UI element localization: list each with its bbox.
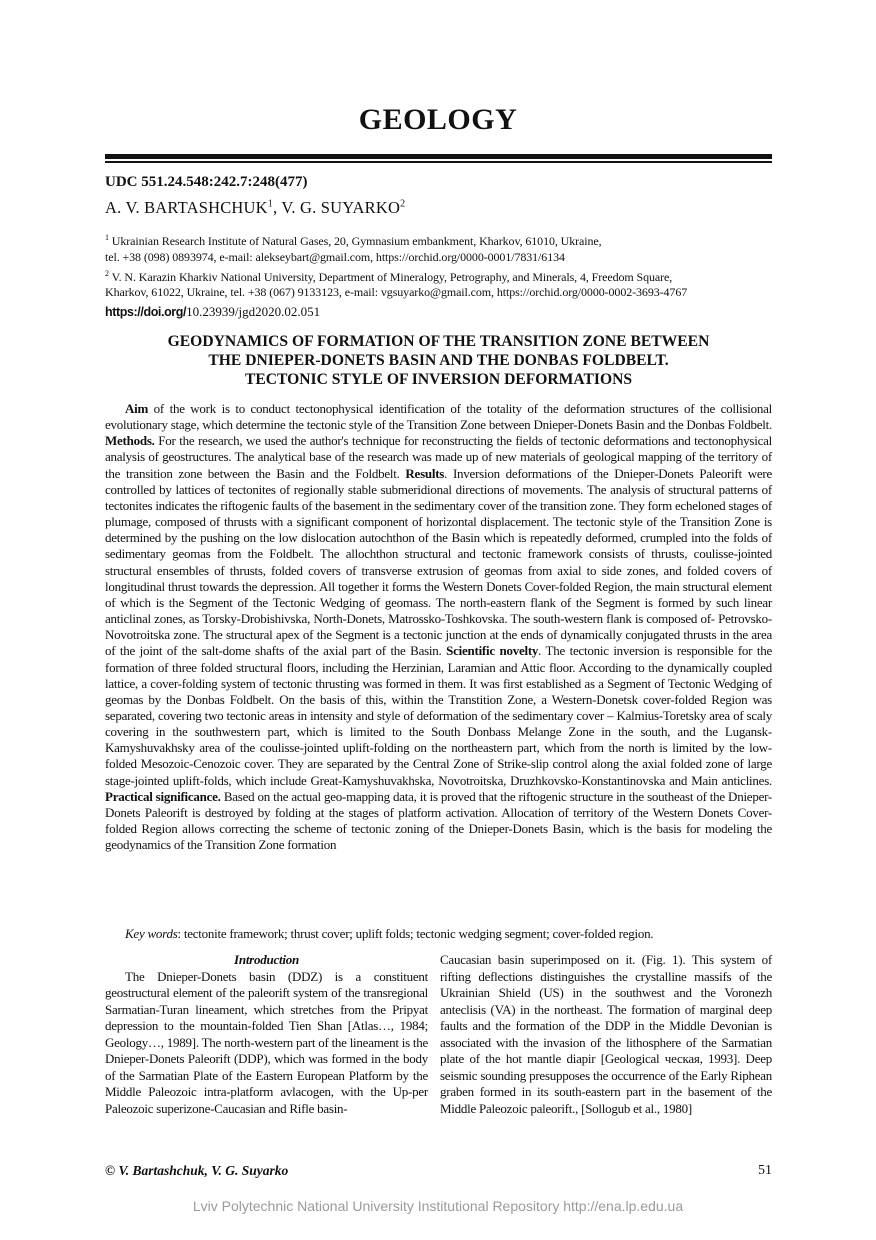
author-1-affil: 1 [267,198,273,210]
affil-contact: tel. +38 (098) 0893974, e-mail: alekseybart@gmail.com, https://orchid.org/0000-0001/7831/6134 [105,249,565,264]
keywords-text: : tectonite framework; thrust cover; uplift folds; tectonic wedging segment; cover-folded region. [177,926,654,941]
abstract-results-label: Results [405,465,445,481]
doi-link[interactable] [105,304,320,320]
abstract-aim-text: of the work is to conduct tectonophysical identification of the totality of the deformation structures of the collisional evolutionary stage, which determine the tectonic style of the Transition Zone between Dnieper-Donets Basin and the Donbas Foldbelt. [105,401,772,433]
repository-footer: Lviv Polytechnic National University Institutional Repository http://ena.lp.edu.ua [192,1198,684,1214]
abstract-practical-text: Based on the actual geo-mapping data, it is proved that the riftogenic structure in the southeast of the Dnieper-Donets Paleorift is destroyed by folding at the stages of platform activation. Allocation of territory of the Western Donets Cover-folded Region allows correcting the scheme of tectonic zoning of the Dnieper-Donets Basin, which is the basis for modeling the geodynamics of the Transition Zone formation [105,788,772,853]
abstract-results-text: . Inversion deformations of the Dnieper-Donets Paleorift were controlled by lattices of tectonites of regionally stable submeridional directions of movements. The analysis of structural patterns of tectonites indicates the riftogenic faults of the basement in the sedimentary cover of the transition zone. They form echeloned stages of plumage, composed of thrusts with a significant component of horizontal displacement. The tectonic style of the Transition Zone is determined by the pushing on the low dislocation autochthon of the Basin which is repeatedly deformed, crumpled into the folds of sedimentary geomas from the Foldbelt. The allochthon structural and tectonic framework consists of thrusts, coulisse-jointed structural ensembles of thrusts, folded covers of transverse extrusion of geomas from axial to side zones, and folded covers of longitudinal thrust towards the depression. All together it forms the Western Donets Cover-folded Region, the main structural element of which is the Segment of the Tectonic Wedging of geomass. The north-eastern flank of the Segment is formed by such linear anticlinal zones, as Torsky-Drobishivska, North-Donets, Matrossko-Toshkovska. The south-western flank is composed of- Petrovsko-Novotroitska zone. The structural apex of the Segment is a tectonic junction at the ends of dynamically conjugated thrusts in the area of the joint of the salt-dome shafts of the axial part of the Basin. [105,465,772,659]
header-rule-thin [105,161,772,163]
abstract-methods-text: For the research, we used the author's technique for reconstructing the fields of tectonic deformations and tectonophysical analysis of geostructures. The analytical base of the research was made up of new materials of geological mapping of the territory of the transition zone between the Basin and the Foldbelt. [105,433,772,481]
abstract-methods-label: Methods. [105,433,155,449]
keywords-label: Key words [125,926,178,941]
header-rule-thick [105,154,772,159]
udc-label: UDC [105,174,142,190]
affil-marker: 2 [105,268,109,278]
affiliation-1 [105,230,785,266]
keywords [105,926,772,942]
affiliation-2 [105,266,785,302]
abstract [105,401,772,853]
author-2-affil: 2 [400,198,406,210]
page-number: 51 [758,1163,772,1178]
title-line: TECTONIC STYLE OF INVERSION DEFORMATIONS [244,371,633,388]
author-separator: , [272,198,282,217]
udc-value: 551.24.548:242.7:248(477) [141,174,308,190]
author-1: A. V. BARTASHCHUK [105,198,268,217]
abstract-novelty-label: Scientific novelty [446,643,539,659]
section-title: GEOLOGY [358,103,518,136]
intro-column-right [440,952,772,1117]
udc-code [105,174,307,191]
title-line: THE DNIEPER-DONETS BASIN AND THE DONBAS FOLDBELT. [208,352,669,369]
affil-line: V. N. Karazin Kharkiv National University, Department of Mineralogy, Petrography, and Minerals, 4, Freedom Square, [108,269,673,284]
abstract-aim-label: Aim [125,401,149,416]
affiliations [105,230,785,301]
intro-column-left [105,952,428,1117]
doi-id: 10.23939/jgd2020.02.051 [186,304,321,319]
footer-copyright: © V. Bartashchuk, V. G. Suyarko [105,1163,289,1178]
intro-paragraph: The Dnieper-Donets basin (DDZ) is a constituent geostructural element of the paleorift system of the transregional Sarmatian-Turan lineament, which stretches from the Pripyat depression to the mountain-folded Tien Shan [Atlas…, 1984; Geology…, 1989]. The north-western part of the lineament is the Dnieper-Donets Paleorift (DDP), which was formed in the body of the Sarmatian Plate of the Eastern European Platform by the Middle Paleozoic intra-platform avlacogen, with the Up-per Paleozoic superizone-Caucasian and Rifle basin- [105,968,429,1116]
abstract-novelty-text: . The tectonic inversion is responsible for the formation of three folded structural floors, including the Herzinian, Laramian and Attic floor. According to the dynamically coupled lattice, a cover-folding system of tectonic thrusting was formed in them. It was first established as a Segment of Tectonic Wedging of geomas by the Donbas Foldbelt. On the basis of this, within the Transtition Zone, a Western-Donetsk cover-folded Region was separated, covering two tectonic areas in intensity and style of deformation of the sedimentary cover – Kalmius-Toretsky area of scaly covering in the southwestern part, which is limited to the South Donbass Melange Zone in the south, and the Lugansk-Kamyshuvakhsky area of the coulisse-jointed uplift-folding on the northeastern part, which from the north is limited by the low-folded Mesozoic-Cenozoic cover. They are separated by the Central Zone of Strike-slip control along the axial folded zone of large stage-jointed uplift-folds, which include Great-Kamyshuvakhska, Novotroitska, Druzhkovsko-Konstantinovska and Main anticlines. [105,643,772,788]
affil-line: Ukrainian Research Institute of Natural Gases, 20, Gymnasium embankment, Kharkov, 61010, Ukraine, [108,234,602,248]
affil-contact: Kharkov, 61022, Ukraine, tel. +38 (067) 9133123, e-mail: vgsuyarko@gmail.com, https://orchid.org/0000-0002-3693-4767 [105,285,688,300]
title-line: GEODYNAMICS OF FORMATION OF THE TRANSITION ZONE BETWEEN [167,333,710,350]
intro-paragraph-continued: Caucasian basin superimposed on it. (Fig. 1). This system of rifting deflections distinguishes the crystalline massifs of the Ukrainian Shield (US) in the southwest and the Voronezh anteclisis (VA) in the northeast. The formation of marginal deep faults and the formation of the DDP in the Middle Devonian is associated with the invasion of the lithosphere of the Sarmatian plate of the hot mantle diapir [Geological ческая, 1993]. Deep seismic sounding presupposes the occurrence of the Early Riphean graben formed in its south-eastern part in the basement of the Middle Paleozoic paleorift., [Sollogub et al., 1980] [440,952,772,1116]
intro-heading: Introduction [234,952,299,967]
paper-title [105,332,772,389]
authors [105,198,405,218]
affil-marker: 1 [105,233,109,242]
abstract-practical-label: Practical significance. [105,788,221,804]
doi-prefix: https://doi.org/ [105,305,187,319]
author-2: V. G. SUYARKO [281,198,401,217]
